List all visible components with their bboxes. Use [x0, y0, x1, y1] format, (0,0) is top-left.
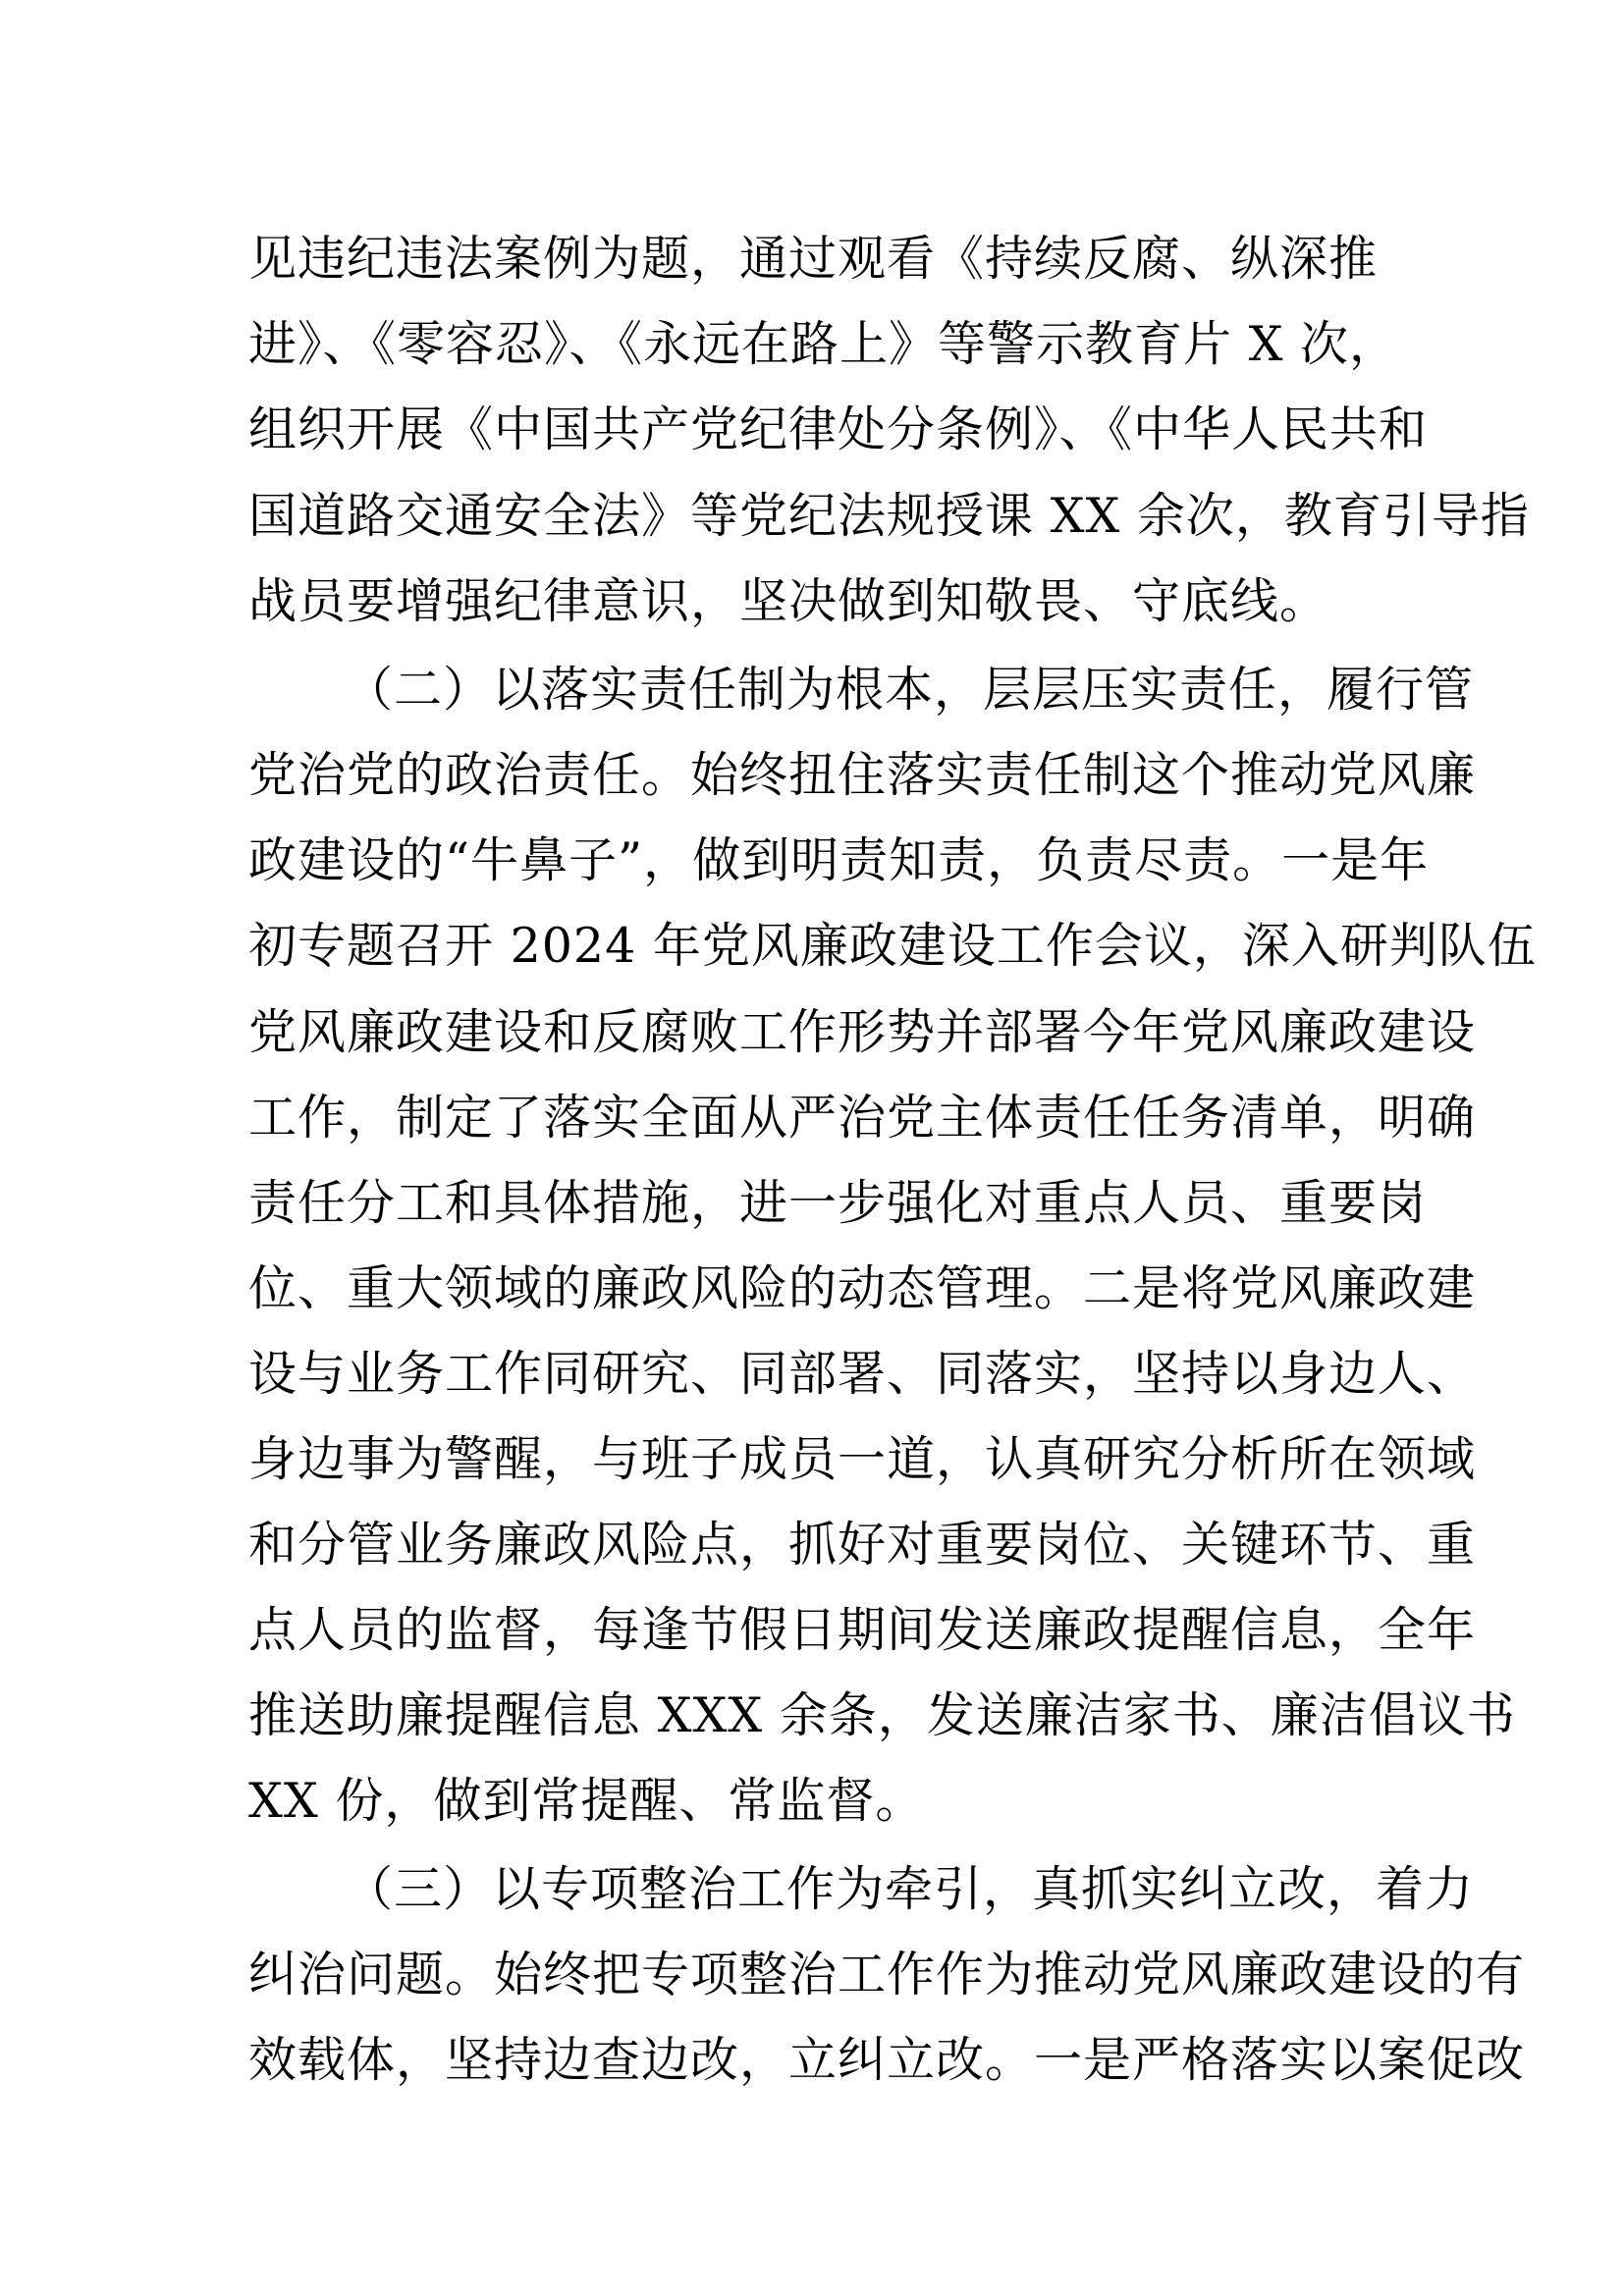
paragraph-line: 政建设的“牛鼻子”，做到明责知责，负责尽责。一是年: [248, 832, 1430, 888]
paragraph-line: 见违纪违法案例为题，通过观看《持续反腐、纵深推: [248, 231, 1379, 287]
paragraph-line: 初专题召开 2024 年党风廉政建设工作会议，深入研判队伍: [248, 918, 1537, 974]
section-heading-line: （三）以专项整治工作为牵引，真抓实纠立改，着力: [345, 1861, 1475, 1917]
paragraph-line: 位、重大领域的廉政风险的动态管理。二是将党风廉政建: [248, 1260, 1477, 1316]
paragraph-line: 推送助廉提醒信息 XXX 余条，发送廉洁家书、廉洁倡议书: [248, 1687, 1516, 1743]
paragraph-line: 和分管业务廉政风险点，抓好对重要岗位、关键环节、重: [248, 1517, 1477, 1573]
paragraph-line: 纠治问题。始终把专项整治工作作为推动党风廉政建设的有: [248, 1947, 1526, 2002]
paragraph-line: 设与业务工作同研究、同部署、同落实，坚持以身边人、: [248, 1346, 1477, 1402]
paragraph-line: 工作，制定了落实全面从严治党主体责任任务清单，明确: [248, 1090, 1477, 1146]
paragraph-line: 点人员的监督，每逢节假日期间发送廉政提醒信息，全年: [248, 1602, 1477, 1658]
paragraph-line: 进》、《零容忍》、《永远在路上》等警示教育片 X 次，: [248, 316, 1399, 372]
section-heading-line: （二）以落实责任制为根本，层层压实责任，履行管: [345, 662, 1475, 718]
paragraph-line: 责任分工和具体措施，进一步强化对重点人员、重要岗: [248, 1175, 1428, 1231]
paragraph-line: XX 份，做到常提醒、常监督。: [248, 1773, 925, 1829]
paragraph-line: 效载体，坚持边查边改，立纠立改。一是严格落实以案促改: [248, 2032, 1526, 2088]
paragraph-line: 党治党的政治责任。始终扭住落实责任制这个推动党风廉: [248, 747, 1477, 803]
paragraph-line: 战员要增强纪律意识，坚决做到知敬畏、守底线。: [248, 573, 1329, 629]
paragraph-line: 党风廉政建设和反腐败工作形势并部署今年党风廉政建设: [248, 1004, 1477, 1060]
paragraph-line: 国道路交通安全法》等党纪法规授课 XX 余次，教育引导指: [248, 488, 1530, 544]
paragraph-line: 组织开展《中国共产党纪律处分条例》、《中华人民共和: [248, 401, 1429, 457]
paragraph-line: 身边事为警醒，与班子成员一道，认真研究分析所在领域: [248, 1431, 1477, 1487]
